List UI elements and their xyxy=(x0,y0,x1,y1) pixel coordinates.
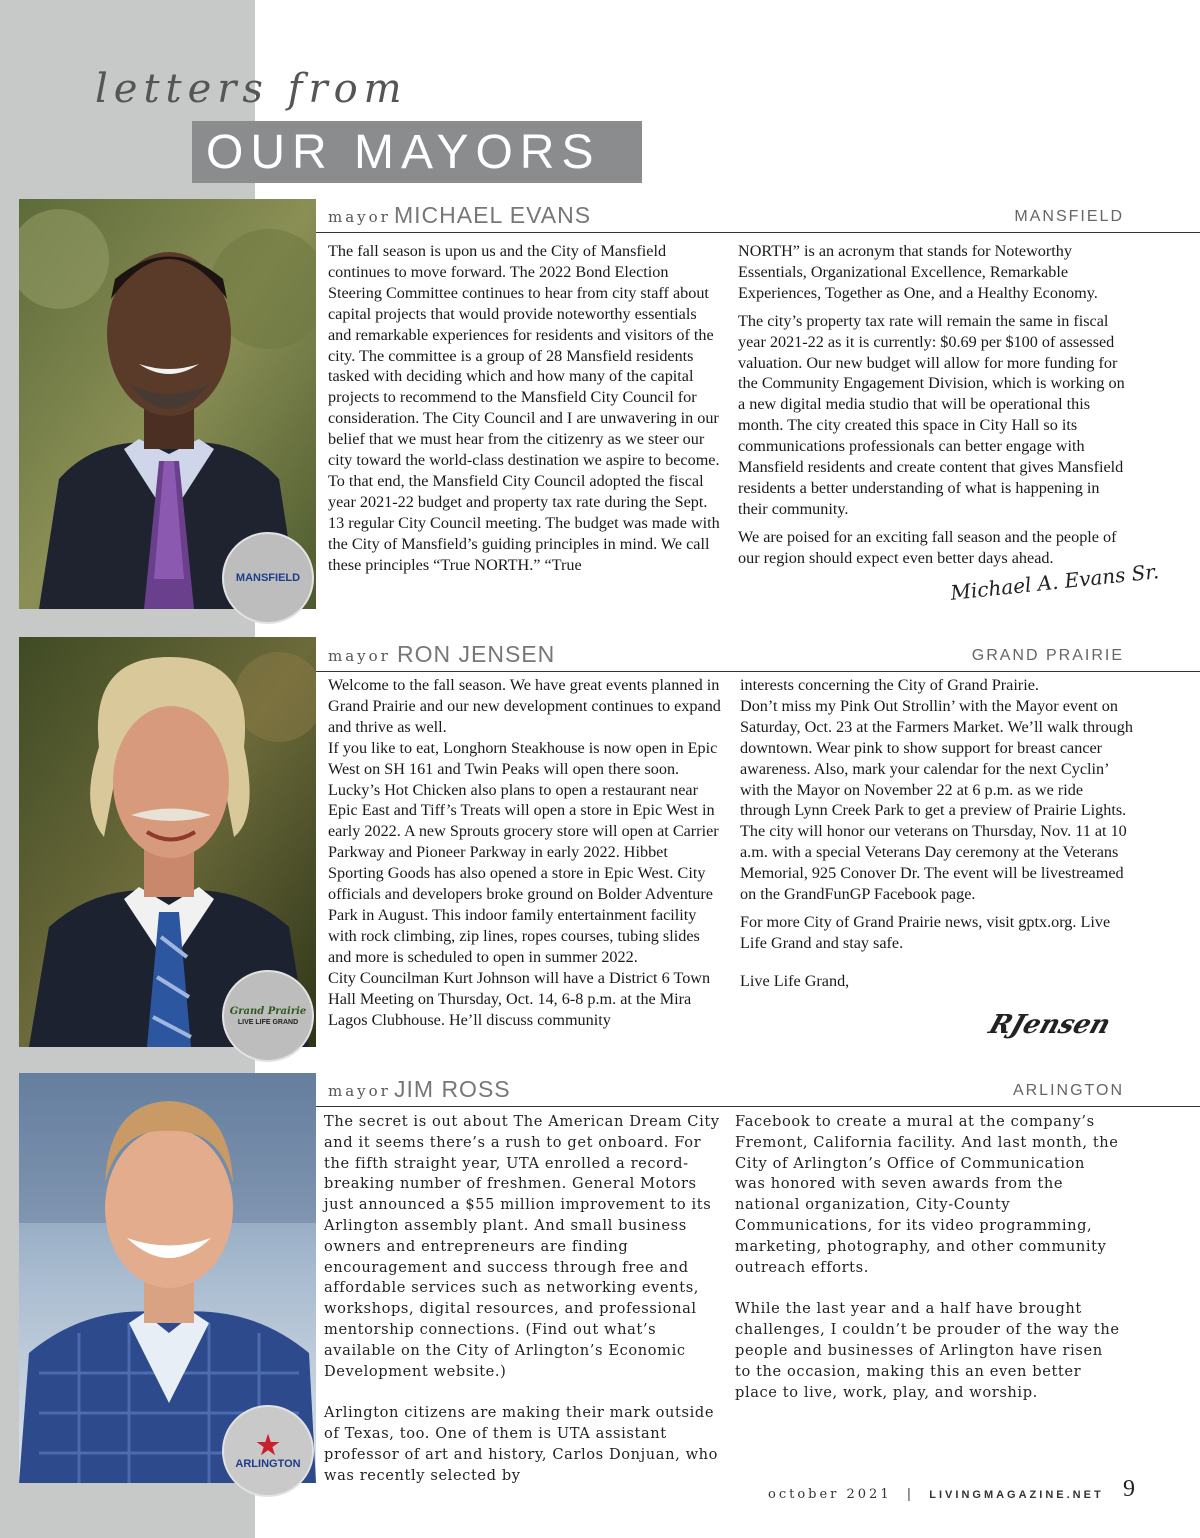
title-banner xyxy=(192,121,642,183)
mayor-name: RON JENSEN xyxy=(397,641,556,667)
paragraph: For more City of Grand Prairie news, visit gptx.org. Live Life Grand and stay safe. xyxy=(740,912,1111,952)
mayor-city: MANSFIELD xyxy=(1014,208,1124,225)
paragraph: Arlington citizens are making their mark outside of Texas, too. One of them is UTA assistant professor of art and history, Carlos Donjuan, who was recently selected by xyxy=(324,1404,719,1484)
mayor-prefix: mayor xyxy=(328,647,391,665)
jensen-column-2 xyxy=(740,675,1134,992)
evans-signature: Michael A. Evans Sr. xyxy=(949,559,1161,605)
jensen-signature: RJensen xyxy=(985,1010,1115,1040)
star-icon: ★ xyxy=(256,1430,280,1460)
footer-separator: | xyxy=(906,1487,915,1502)
mayor-city: GRAND PRAIRIE xyxy=(971,647,1124,664)
page-footer xyxy=(768,1487,1104,1502)
paragraph: NORTH” is an acronym that stands for Noteworthy Essentials, Organizational Excellence, Remarkable Experiences, Together as One, and a Healthy Economy. xyxy=(738,242,1098,302)
paragraph: Facebook to create a mural at the company’s Fremont, California facility. And last month, the City of Arlington’s Office of Communication was honored with seven awards from the national organization, City-County Communications, for its video programming, marketing, photography, and other community outreach efforts. xyxy=(735,1113,1119,1276)
mayor-jensen-header xyxy=(328,637,1124,671)
paragraph: We are poised for an exciting fall season and the people of our region should expect even better days ahead. xyxy=(738,527,1117,567)
paragraph: The secret is out about The American Dream City and it seems there’s a rush to get onboard. For the fifth straight year, UTA enrolled a record-breaking number of freshmen. General Motors just announced a $55 million improvement to its Arlington assembly plant. And small business owners and entrepreneurs are finding encouragement and success through free and affordable services such as networking events, workshops, digital resources, and professional mentorship connections. (Find out what’s available on the City of Arlington’s Economic Development website.) xyxy=(324,1113,720,1380)
paragraph: Don’t miss my Pink Out Strollin’ with the Mayor event on Saturday, Oct. 23 at the Farmers Market. We’ll walk through downtown. Wear pink to show support for breast cancer awareness. Also, mark your calendar for the next Cyclin’ with the Mayor on November 22 at 6 p.m. as we ride through Lynn Creek Park to get a preview of Prairie Lights. xyxy=(740,696,1133,820)
section-rule xyxy=(316,671,1200,672)
paragraph: If you like to eat, Longhorn Steakhouse is now open in Epic West on SH 161 and Twin Peaks will open there soon. Lucky’s Hot Chicken also plans to open a restaurant near Epic East and Tiff’s Treats will open a store in Epic West in early 2022. A new Sprouts grocery store will open at Carrier Parkway and Pioneer Parkway in early 2022. Hibbet Sporting Goods has also opened a store in Epic West. City officials and developers broke ground on Bolder Adventure Park in August. This indoor family entertainment facility with rock climbing, zip lines, ropes courses, tubing slides and more is scheduled to open in summer 2022. xyxy=(328,738,719,966)
paragraph: interests concerning the City of Grand Prairie. xyxy=(740,676,1039,694)
closing-line: Live Life Grand, xyxy=(740,971,850,990)
page-title: OUR MAYORS xyxy=(206,126,601,179)
mayor-name: MICHAEL EVANS xyxy=(394,202,592,228)
ross-column-2 xyxy=(735,1112,1120,1403)
mayor-evans-header xyxy=(328,198,1124,232)
evans-column-2 xyxy=(738,241,1130,569)
mayor-prefix: mayor xyxy=(328,208,391,226)
section-kicker: letters from xyxy=(95,66,408,112)
paragraph: To that end, the Mansfield City Council adopted the fiscal year 2021-22 budget and property tax rate during the Sept. 13 regular City Council meeting. The budget was made with the City of Mansfield’s guiding principles in mind. We call these principles “True NORTH.” “True xyxy=(328,471,720,574)
arlington-logo: ★ ARLINGTON xyxy=(222,1405,314,1497)
mayor-ross-header xyxy=(328,1072,1124,1106)
mayor-city: ARLINGTON xyxy=(1012,1082,1124,1099)
website-link[interactable]: LIVINGMAGAZINE.NET xyxy=(929,1489,1104,1501)
section-rule xyxy=(316,232,1200,233)
paragraph: The city’s property tax rate will remain the same in fiscal year 2021-22 as it is currently: $0.69 per $100 of assessed valuation. Our new budget will allow for more funding for the Community Engagement Division, which is working on a new digital media studio that will be operational this month. The city created this space in City Hall so its communications professionals can better engage with Mansfield residents and create content that gives Mansfield residents a better understanding of what is happening in their community. xyxy=(738,311,1125,518)
paragraph: City Councilman Kurt Johnson will have a District 6 Town Hall Meeting on Thursday, Oct. 14, 6-8 p.m. at the Mira Lagos Clubhouse. He’ll discuss community xyxy=(328,968,711,1029)
page-number: 9 xyxy=(1123,1476,1135,1502)
jensen-column-1 xyxy=(328,675,722,1030)
paragraph: The city will honor our veterans on Thursday, Nov. 11 at 10 a.m. with a special Veterans Day ceremony at the Veterans Memorial, 925 Conover Dr. The event will be livestreamed on the GrandFunGP Facebook page. xyxy=(740,822,1127,904)
evans-column-1 xyxy=(328,241,720,576)
paragraph: While the last year and a half have brought challenges, I couldn’t be prouder of the way the people and businesses of Arlington have risen to the occasion, making this an even better place to live, work, play, and worship. xyxy=(735,1300,1120,1401)
paragraph: Welcome to the fall season. We have great events planned in Grand Prairie and our new development continues to expand and thrive as well. xyxy=(328,676,721,736)
issue-date: october 2021 xyxy=(768,1487,892,1502)
paragraph: The fall season is upon us and the City of Mansfield continues to move forward. The 2022 Bond Election Steering Committee continues to hear from city staff about capital projects that would provide noteworthy essentials and remarkable experiences for residents and visitors of the city. The committee is a group of 28 Mansfield residents tasked with deciding which and how many of the capital projects to recommend to the Mansfield City Council for consideration. The City Council and I are unwavering in our belief that we must hear from the citizenry as we steer our city toward the world-class destination we aspire to become. xyxy=(328,242,720,470)
grand-prairie-logo: Grand Prairie LIVE LIFE GRAND xyxy=(222,970,314,1062)
ross-column-1 xyxy=(324,1112,722,1487)
mayor-prefix: mayor xyxy=(328,1082,391,1100)
mansfield-logo: MANSFIELD xyxy=(222,532,314,624)
mayor-name: JIM ROSS xyxy=(394,1076,511,1102)
section-rule xyxy=(316,1106,1200,1107)
